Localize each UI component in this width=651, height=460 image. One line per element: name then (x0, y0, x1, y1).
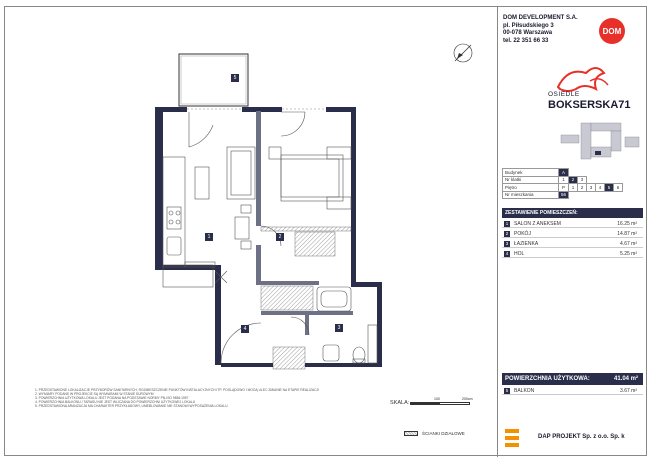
staircase-1: 1 (559, 176, 569, 184)
balcony-num: 5 (505, 387, 509, 393)
usable-area-label: POWIERZCHNIA UŻYTKOWA: (505, 376, 590, 382)
bathroom-fixtures (317, 287, 377, 363)
usable-area-value: 41.04 m² (613, 376, 638, 382)
room-tag-bedroom: 2 (276, 233, 284, 241)
floor-plan-drawing (5, 7, 495, 387)
room-num: 1 (505, 220, 509, 226)
note-1: 1. PRZEDSTAWIONE LOKALIZACJE PRZYBORÓW SANITARNYCH, ROZMIESZCZENIE PUNKTÓW INSTALACYJNYCH ITP. POGLĄDOWO I MOGĄ ULEC ZMIANIE NA ETAPIE REALIZACJI (35, 388, 320, 392)
scale-tick-100: 100 (434, 397, 440, 401)
room-num: 4 (505, 250, 509, 256)
row-apartment (503, 191, 623, 199)
room-tag-hall: 4 (241, 325, 249, 333)
room-area: 5.25 m² (620, 251, 637, 257)
partition-walls (261, 227, 351, 369)
room-area: 16.25 m² (617, 221, 637, 227)
scale-label: SKALA: (390, 400, 410, 406)
label-building: Budynek (503, 169, 559, 177)
room-num: 3 (505, 240, 509, 246)
staircase-3: 3 (578, 176, 587, 184)
north-arrow-icon (454, 44, 472, 62)
company-name: DOM DEVELOPMENT S.A. (503, 15, 578, 21)
rooms-heading: ZESTAWIENIE POMIESZCZEŃ: (502, 208, 643, 218)
scale-bar-graphic (410, 402, 470, 405)
brand-sub: OSIEDLE (548, 91, 580, 98)
architect-block (502, 423, 643, 453)
usable-area-bar (502, 373, 643, 385)
row-staircase (503, 176, 623, 184)
note-2: 2. WYMIARY PODANE W PROJEKCIE SĄ WYMIARAMI W STANIE SUROWYM (35, 392, 154, 397)
room-area: 14.87 m² (617, 231, 637, 237)
note-4: 4. POWIERZCHNIA BALKONU / TARASU NIE JEST WLICZANA DO POWIERZCHNI UŻYTKOWEJ LOKALU (35, 400, 196, 405)
room-name: ŁAZIENKA (514, 241, 539, 247)
room-row (502, 219, 643, 228)
room-row (502, 249, 643, 258)
room-name: HOL (514, 251, 525, 257)
living-furniture (195, 147, 255, 249)
room-tag-bathroom: 3 (335, 324, 343, 332)
balcony-area: 3.67 m² (620, 388, 637, 394)
floor-4: 4 (596, 184, 605, 192)
row-floor (503, 184, 623, 192)
location-table (502, 168, 623, 199)
bedroom-furniture (269, 147, 351, 209)
site-key-plan (551, 117, 645, 165)
scale-bar (410, 397, 490, 407)
floor-2: 2 (578, 184, 587, 192)
label-staircase: Nr klatki (503, 176, 559, 184)
room-name: POKÓJ (514, 231, 531, 237)
notes-block (35, 388, 385, 456)
row-building (503, 169, 623, 177)
dom-logo-text: DOM (602, 27, 622, 36)
architect-name: DAP PROJEKT Sp. z o.o. Sp. k (538, 434, 625, 440)
room-row (502, 229, 643, 238)
legend-label: ŚCIANKI DZIAŁOWE (422, 431, 465, 436)
staircase-2: 2 (569, 176, 578, 184)
dap-logo-icon (505, 429, 519, 447)
room-area: 4.67 m² (620, 241, 637, 247)
company-city: 00-078 Warszawa (503, 30, 553, 36)
scale-tick-200: 200cm (462, 397, 473, 401)
floor-1: 1 (569, 184, 578, 192)
floor-5: 5 (605, 184, 614, 192)
brand-main: BOKSERSKA71 (548, 99, 631, 111)
company-street: pl. Piłsudskiego 3 (503, 22, 554, 29)
balcony-name: BALKON (514, 388, 535, 394)
balcony-row (502, 386, 643, 395)
label-floor: Piętro (503, 184, 559, 192)
floor-6: 6 (614, 184, 623, 192)
info-panel (497, 7, 648, 457)
room-row (502, 239, 643, 248)
floor-3: 3 (587, 184, 596, 192)
room-tag-living: 1 (205, 233, 213, 241)
building-value: A (559, 169, 569, 177)
room-tag-balcony: 5 (231, 74, 239, 82)
note-5: 5. PRZEDSTAWIONA ARANŻACJA MA CHARAKTER PRZYKŁADOWY, UMEBLOWANIE NIE STANOWI WYPOSAŻENIA LOKALU (35, 404, 228, 409)
apartment-value: 56 (559, 191, 569, 199)
label-apartment: Nr mieszkania (503, 191, 559, 199)
room-name: SALON Z ANEKSEM (514, 221, 561, 227)
dom-logo-icon (598, 17, 626, 45)
note-3: 3. POWIERZCHNIA UŻYTKOWA LOKALU JEST PODANA NA PODSTAWIE NORMY PN-ISO 9836:1997 (35, 396, 189, 401)
legend-hatch-swatch (404, 431, 418, 436)
floor-p: P (559, 184, 569, 192)
company-phone: tel. 22 351 66 33 (503, 37, 549, 44)
room-num: 2 (505, 230, 509, 236)
company-address (503, 15, 578, 45)
floor-plan-sheet (4, 6, 647, 456)
